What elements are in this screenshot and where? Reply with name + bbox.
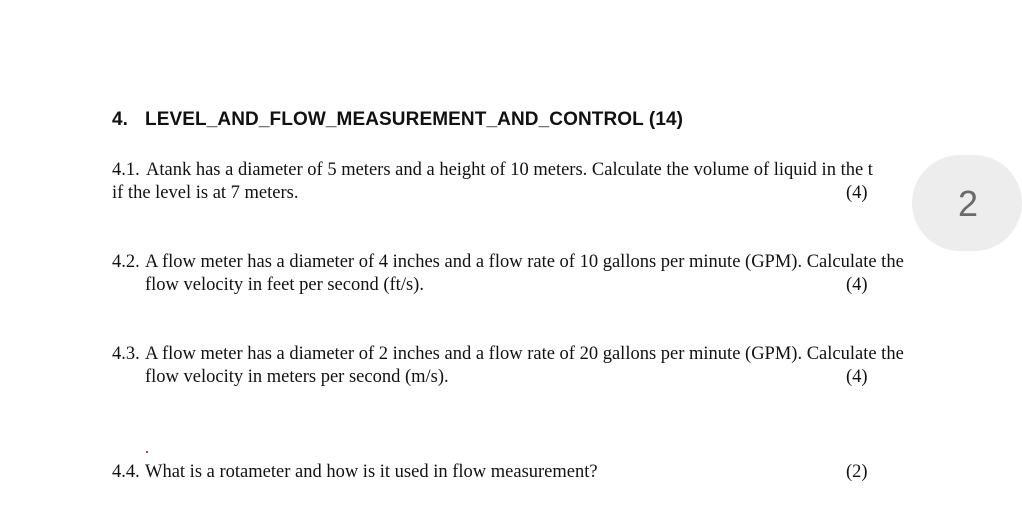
question-number: 4.2. [112,252,140,272]
question-marks: (2) [846,462,868,482]
question-4-2 [112,251,972,301]
question-marks: (4) [846,367,868,387]
question-number: 4.1. [112,160,140,180]
question-text-line2: flow velocity in feet per second (ft/s). [145,275,424,295]
question-text-line1: A flow meter has a diameter of 4 inches and a flow rate of 10 gallons per minute (GPM). Calculate the [145,252,904,272]
question-4-4 [112,461,812,486]
question-text-line1: Atank has a diameter of 5 meters and a height of 10 meters. Calculate the volume of liquid in the t [146,160,873,180]
section-number: 4. [112,109,129,130]
question-text-line1: What is a rotameter and how is it used in flow measurement? [145,462,598,482]
question-number: 4.4. [112,462,140,482]
question-marks: (4) [846,183,868,203]
red-mark-dot [146,451,148,453]
section-title: LEVEL_AND_FLOW_MEASUREMENT_AND_CONTROL (14) [145,109,684,130]
question-4-3 [112,343,972,393]
question-4-1 [112,159,932,209]
question-text-line1: A flow meter has a diameter of 2 inches and a flow rate of 20 gallons per minute (GPM). Calculate the [145,344,904,364]
question-text-line2: if the level is at 7 meters. [112,183,299,203]
question-number: 4.3. [112,344,140,364]
question-text-line2: flow velocity in meters per second (m/s). [145,367,449,387]
section-heading [112,109,683,131]
question-marks: (4) [846,275,868,295]
page-number-label: 2 [958,183,979,224]
page-number-tab[interactable] [912,155,1022,251]
